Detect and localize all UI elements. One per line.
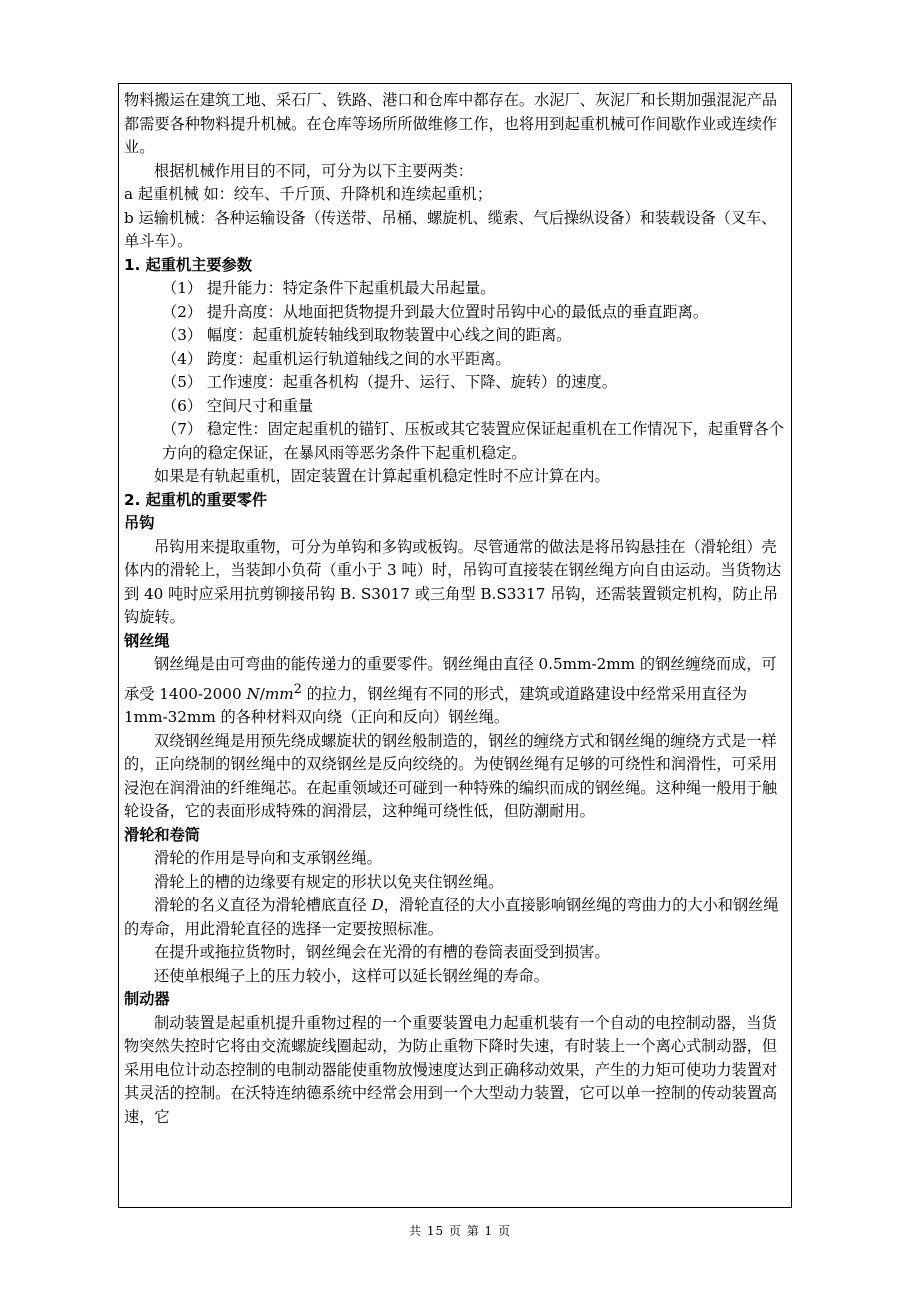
paragraph: 根据机械作用目的不同，可分为以下主要两类： bbox=[154, 161, 473, 180]
subsection-heading: 吊钩 bbox=[124, 514, 155, 532]
param-item: （1） 提升能力：特定条件下起重机最大吊起量。 bbox=[162, 279, 496, 297]
section-heading: 1. 起重机主要参数 bbox=[124, 255, 252, 274]
paragraph: 滑轮的作用是导向和支承钢丝绳。 bbox=[154, 849, 382, 868]
unit-exponent: 2 bbox=[293, 680, 302, 696]
list-item: a 起重机械 如：绞车、千斤顶、升降机和连续起重机； bbox=[124, 185, 493, 203]
paragraph: 双绕钢丝绳是用预先绕成螺旋状的钢丝般制造的，钢丝的缠绕方式和钢丝绳的缠绕方式是一样的，正向绕制的钢丝绳中的双绕钢丝是反向绞绕的。为使钢丝绳有足够的可绕性和润滑性，可采用浸泡在润滑油的纤维绳芯。在起重领域还可碰到一种特殊的编织而成的钢丝绳。这种绳一般用于触轮设备，它的表面形成特殊的润滑层，这种绳可绕性低，但防潮耐用。 bbox=[124, 731, 778, 821]
text-run: ，滑轮直径的大小直接影响钢丝绳的弯曲力的大小和钢丝绳的寿命，用此滑轮直径的选择一定要按照标准。 bbox=[124, 896, 779, 938]
text-run: 钢丝绳是由可弯曲的能传递力的重要零件。钢丝绳由直径 0.5mm-2mm 的钢丝缠绕而成，可承受 1400-2000 bbox=[124, 655, 777, 703]
symbol-d: D bbox=[371, 896, 384, 915]
subsection-heading: 制动器 bbox=[124, 990, 170, 1009]
paragraph: 制动装置是起重机提升重物过程的一个重要装置电力起重机装有一个自动的电控制动器，当货物突然失控时它将由交流螺旋线圈起动，为防止重物下降时失速，有时装上一个离心式制动器，但采用电位计动态控制的电制动器能使重物放慢速度达到正确移动效果，产生的力矩可使功力装置对其灵活的控制。在沃特连纳德系统中经常会用到一个大型动力装置，它可以单一控制的传动装置高速，它 bbox=[124, 1013, 778, 1126]
paragraph: 滑轮上的槽的边缘要有规定的形状以免夹住钢丝绳。 bbox=[154, 872, 504, 891]
paragraph: 在提升或拖拉货物时，钢丝绳会在光滑的有槽的卷筒表面受到损害。 bbox=[154, 943, 610, 962]
text-run: 的拉力，钢丝绳有不同的形式，建筑或道路建设中经常采用直径为 1mm-32mm 的各种材料双向绕（正向和反向）钢丝绳。 bbox=[124, 684, 748, 727]
paragraph: 钢丝绳是由可弯曲的能传递力的重要零件。钢丝绳由直径 0.5mm-2mm 的钢丝缠绕而成，可承受 1400-2000 $N/mm^2$ 的拉力，钢丝绳有不同的形式，建筑或道路建设中经常采用直径为 1mm-32mm 的各种材料双向绕（正向和反向）钢丝绳。 bbox=[124, 655, 777, 727]
subsection-heading: 滑轮和卷筒 bbox=[124, 825, 200, 844]
unit-mm: mm bbox=[264, 684, 294, 703]
param-item: （2） 提升高度：从地面把货物提升到最大位置时吊钩中心的最低点的垂直距离。 bbox=[162, 302, 709, 321]
paragraph: 还使单根绳子上的压力较小，这样可以延长钢丝绳的寿命。 bbox=[154, 966, 549, 985]
text-run: 滑轮的名义直径为滑轮槽底直径 bbox=[154, 896, 367, 915]
paragraph: 吊钩用来提取重物，可分为单钩和多钩或板钩。尽管通常的做法是将吊钩悬挂在（滑轮组）壳体内的滑轮上，当装卸小负荷（重小于 3 吨）时，吊钩可直接装在钢丝绳方向自由运动。当货物达到 40 吨时应采用抗剪铆接吊钩 B. S3017 或三角型 B.S3317 吊钩，还需装置锁定机构，防止吊钩旋转。 bbox=[124, 537, 782, 626]
param-item: （3） 幅度：起重机旋转轴线到取物装置中心线之间的距离。 bbox=[162, 326, 572, 344]
param-item: （5） 工作速度：起重各机构（提升、运行、下降、旋转）的速度。 bbox=[162, 373, 617, 391]
param-item: （7） 稳定性：固定起重机的锚钉、压板或其它装置应保证起重机在工作情况下，起重臂各个方向的稳定保证，在暴风雨等恶劣条件下起重机稳定。 bbox=[162, 420, 784, 462]
unit-n: N bbox=[246, 684, 260, 703]
document-body bbox=[124, 89, 787, 1129]
subsection-heading: 钢丝绳 bbox=[124, 631, 170, 650]
param-item: （4） 跨度：起重机运行轨道轴线之间的水平距离。 bbox=[162, 349, 511, 368]
paragraph: 如果是有轨起重机，固定装置在计算起重机稳定性时不应计算在内。 bbox=[154, 467, 610, 485]
param-item: （6） 空间尺寸和重量 bbox=[162, 396, 314, 415]
list-item: b 运输机械：各种运输设备（传送带、吊桶、螺旋机、缆索、气后操纵设备）和装载设备（叉车、单斗车）。 bbox=[124, 208, 777, 250]
paragraph bbox=[124, 894, 787, 941]
paragraph: 物料搬运在建筑工地、采石厂、铁路、港口和仓库中都存在。水泥厂、灰泥厂和长期加强混泥产品都需要各种物料提升机械。在仓库等场所所做维修工作，也将用到起重机械可作间歇作业或连续作业。 bbox=[124, 91, 778, 156]
section-heading: 2. 起重机的重要零件 bbox=[124, 490, 268, 509]
page-footer: 共 15 页 第 1 页 bbox=[409, 1224, 511, 1238]
page-frame bbox=[118, 83, 792, 1208]
